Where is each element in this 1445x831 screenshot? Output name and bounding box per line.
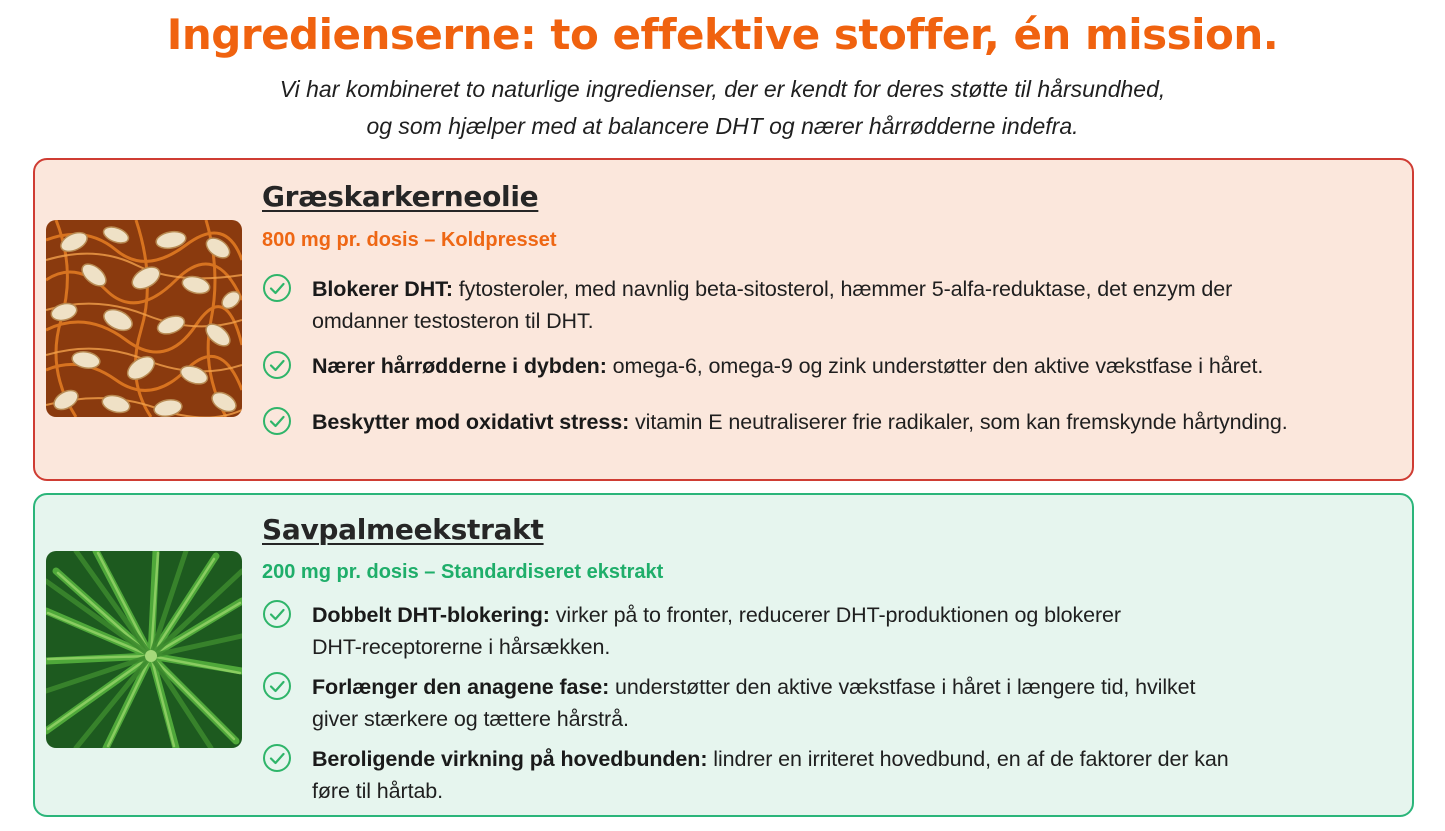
benefit-description: fytosteroler, med navnlig beta-sitosterol, hæmmer 5-alfa-reduktase, det enzym der (452, 277, 1233, 301)
ingredient-title: Savpalmeekstrakt (262, 513, 544, 546)
benefit-description: understøtter den aktive vækstfase i håret i længere tid, hvilket (609, 675, 1196, 699)
benefit-description: omega-6, omega-9 og zink understøtter den aktive vækstfase i håret. (606, 354, 1264, 378)
benefit-description-cont: føre til hårtab. (312, 779, 444, 803)
benefit-description: lindrer en irriteret hovedbund, en af de faktorer der kan (707, 747, 1229, 771)
benefit-text (312, 743, 1229, 807)
intro-text-line-1: Vi har kombineret to naturlige ingredienser, der er kendt for deres støtte til hårsundhed, (279, 76, 1166, 102)
dose-info: 800 mg pr. dosis – Koldpresset (262, 229, 557, 251)
benefit-text (312, 273, 1232, 337)
ingredient-card-pumpkin-seed-oil (33, 158, 1414, 481)
check-circle-icon (262, 406, 292, 436)
benefit-description-cont: omdanner testosteron til DHT. (312, 309, 594, 333)
check-circle-icon (262, 273, 292, 303)
benefit-text (312, 350, 1263, 382)
benefit-label: Forlænger den anagene fase: (312, 675, 610, 699)
dose-info: 200 mg pr. dosis – Standardiseret ekstrakt (262, 561, 664, 583)
benefit-item (262, 671, 1195, 735)
benefit-label: Beroligende virkning på hovedbunden: (312, 747, 708, 771)
pumpkin-seeds-photo (46, 220, 242, 417)
benefit-text (312, 406, 1288, 438)
benefit-item (262, 273, 1232, 337)
benefit-label: Beskytter mod oxidativt stress: (312, 410, 630, 434)
benefit-description-cont: DHT-receptorerne i hårsækken. (312, 635, 611, 659)
benefit-description: vitamin E neutraliserer frie radikaler, som kan fremskynde hårtynding. (629, 410, 1288, 434)
ingredient-card-saw-palmetto (33, 493, 1414, 817)
saw-palmetto-leaves-photo (46, 551, 242, 748)
benefit-item (262, 350, 1263, 382)
benefit-item (262, 599, 1121, 663)
check-circle-icon (262, 743, 292, 773)
benefit-label: Blokerer DHT: (312, 277, 453, 301)
benefit-description-cont: giver stærkere og tættere hårstrå. (312, 707, 629, 731)
benefit-description: virker på to fronter, reducerer DHT-produktionen og blokerer (549, 603, 1121, 627)
benefit-label: Dobbelt DHT-blokering: (312, 603, 550, 627)
benefit-item (262, 406, 1288, 438)
benefit-text (312, 671, 1195, 735)
check-circle-icon (262, 350, 292, 380)
ingredient-title: Græskarkerneolie (262, 180, 539, 213)
check-circle-icon (262, 671, 292, 701)
check-circle-icon (262, 599, 292, 629)
benefit-text (312, 599, 1121, 663)
page-title: Ingredienserne: to effektive stoffer, én mission. (166, 10, 1279, 59)
intro-text-line-2: og som hjælper med at balancere DHT og nærer hårrødderne indefra. (366, 113, 1079, 139)
benefit-item (262, 743, 1229, 807)
benefit-label: Nærer hårrødderne i dybden: (312, 354, 607, 378)
